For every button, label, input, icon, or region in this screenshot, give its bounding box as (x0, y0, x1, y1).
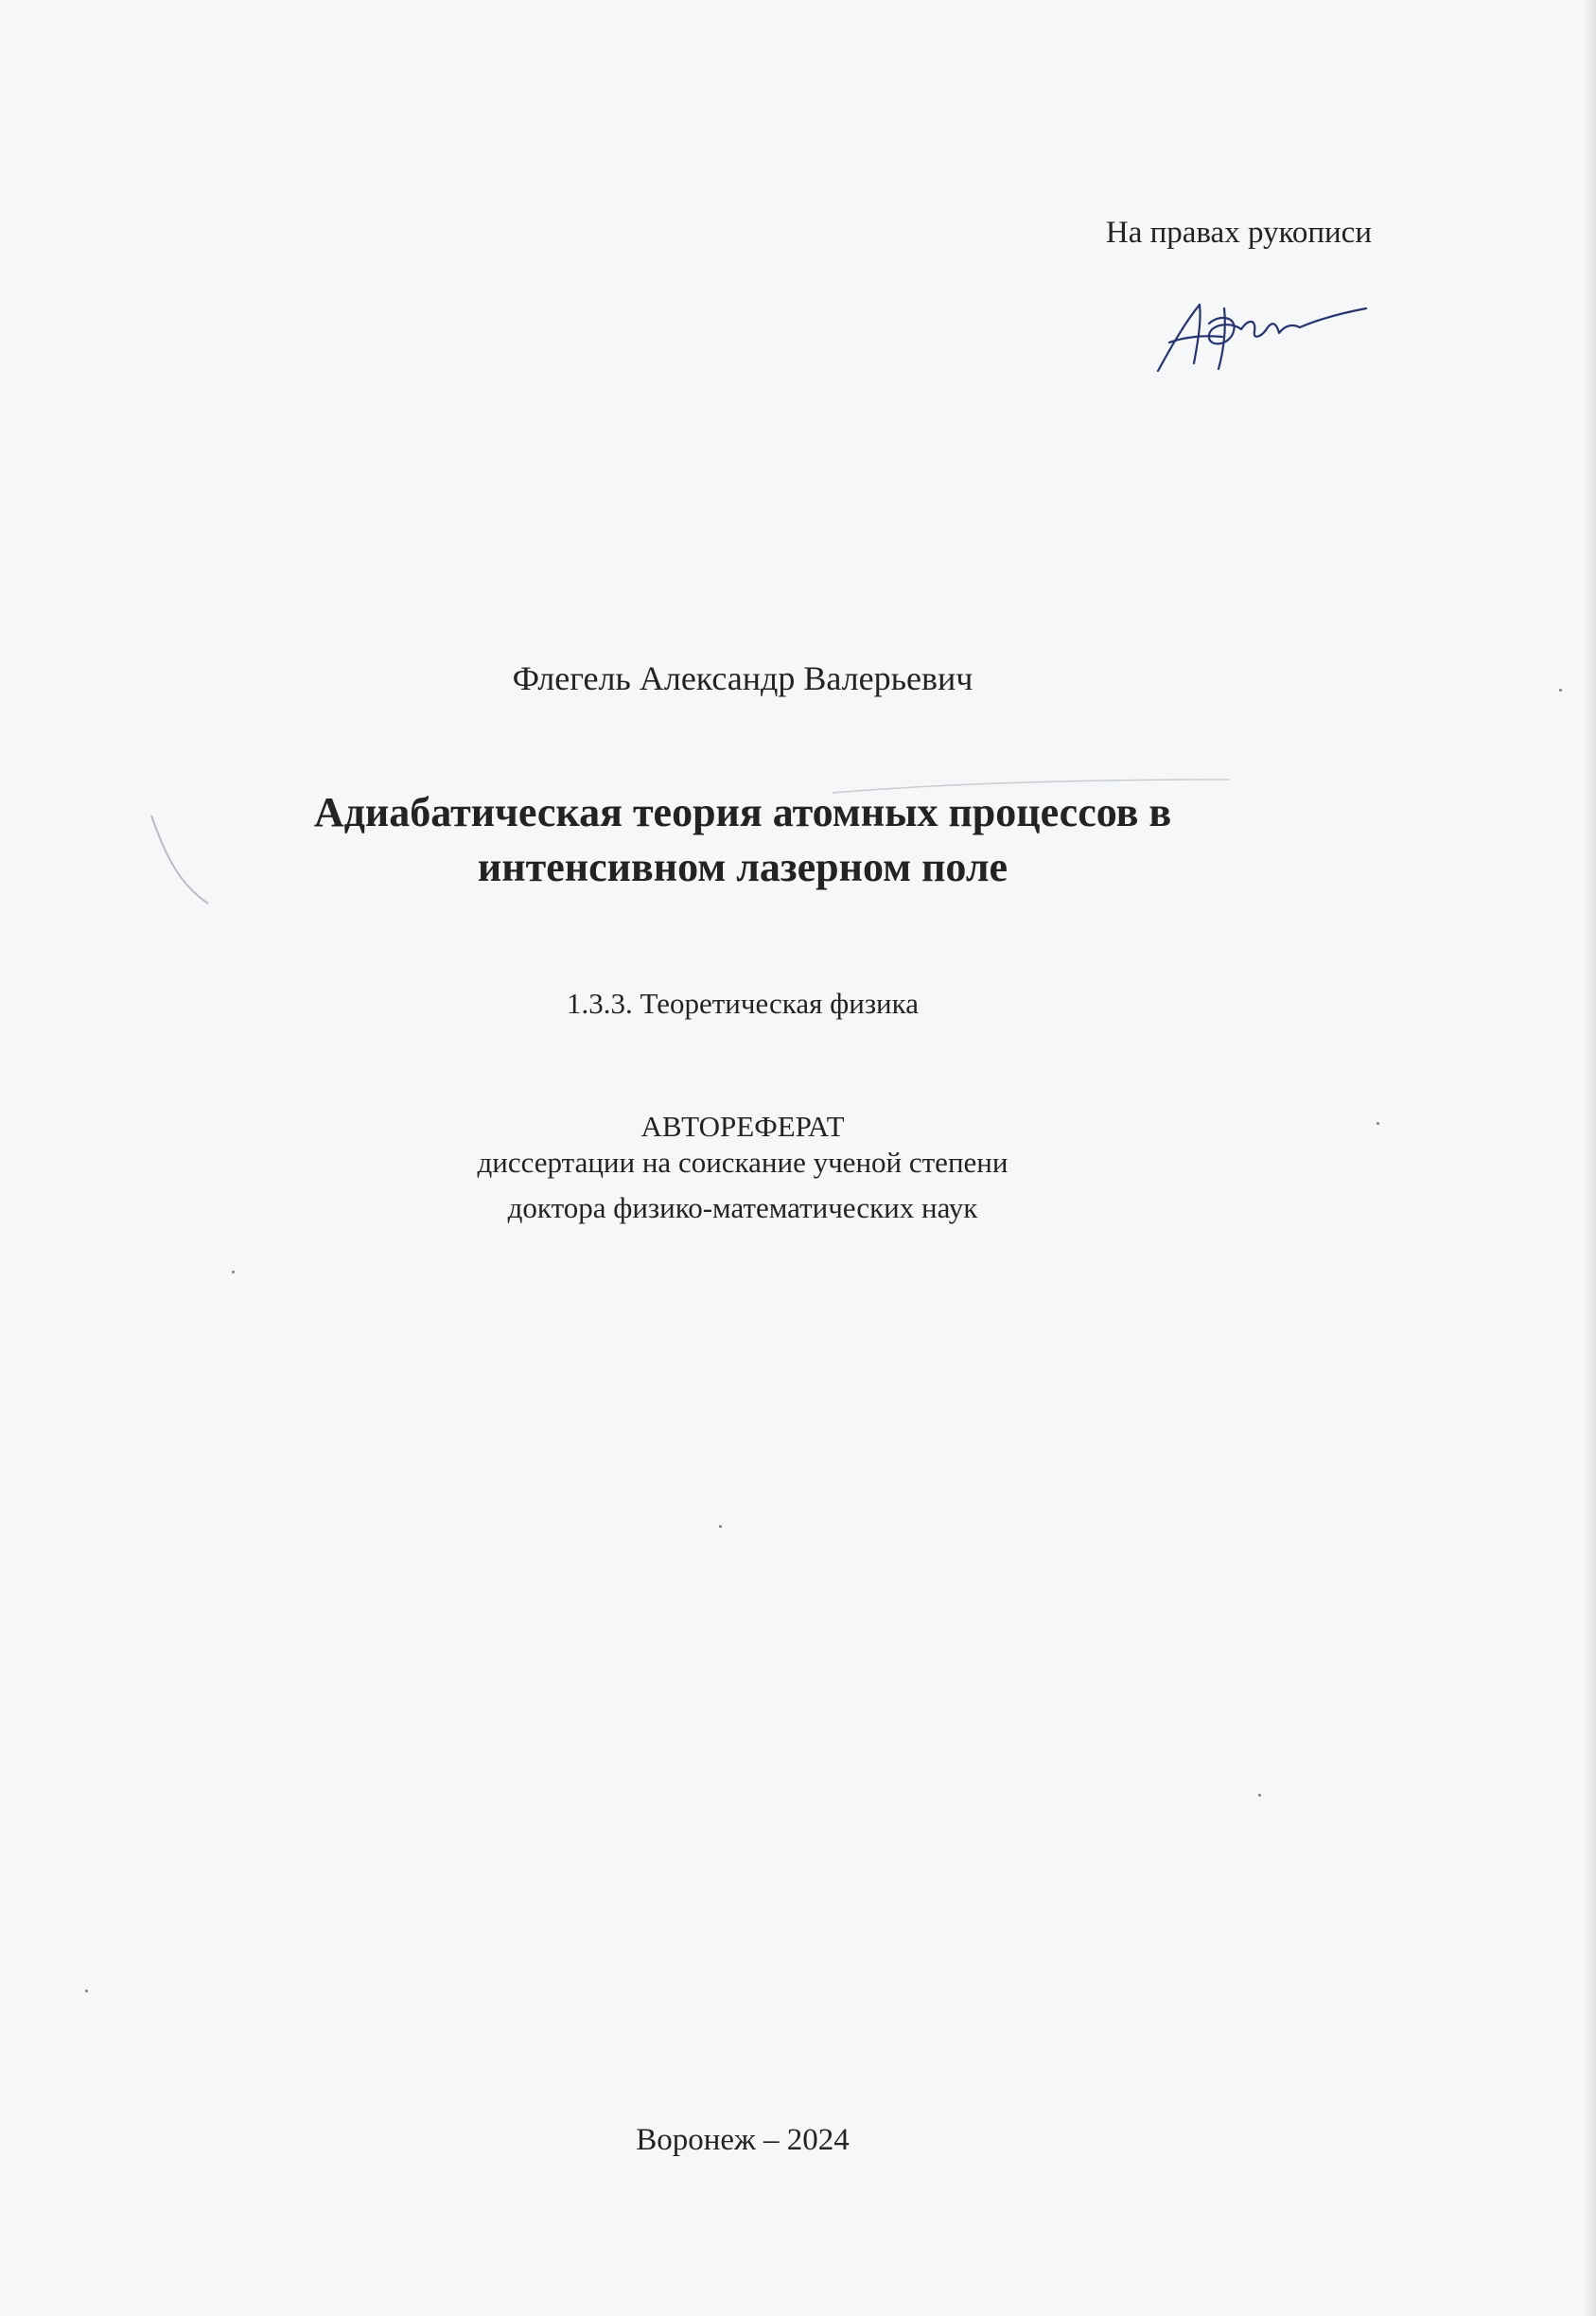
paper-speck (1258, 1794, 1261, 1797)
rights-note: На правах рукописи (1105, 216, 1372, 250)
title-line-2: интенсивном лазерном поле (477, 844, 1008, 890)
author-name: Флегель Александр Валерьевич (512, 659, 973, 697)
title-line-1: Адиабатическая теория атомных процессов в (313, 789, 1172, 835)
specialty-code: 1.3.3. Теоретическая физика (566, 987, 919, 1020)
document-type: АВТОРЕФЕРАТ (640, 1110, 845, 1143)
document-description-line-2: доктора физико-математических наук (507, 1191, 978, 1224)
paper-speck (1559, 689, 1562, 692)
city-and-year: Воронеж – 2024 (636, 2123, 850, 2157)
paper-speck (232, 1271, 235, 1273)
paper-speck (85, 1990, 88, 1992)
paper-speck (719, 1525, 722, 1528)
dissertation-title (0, 785, 1485, 895)
paper-speck (1377, 1122, 1379, 1125)
handwritten-signature (1150, 299, 1370, 375)
document-description-line-1: диссертации на соискание ученой степени (477, 1146, 1008, 1179)
